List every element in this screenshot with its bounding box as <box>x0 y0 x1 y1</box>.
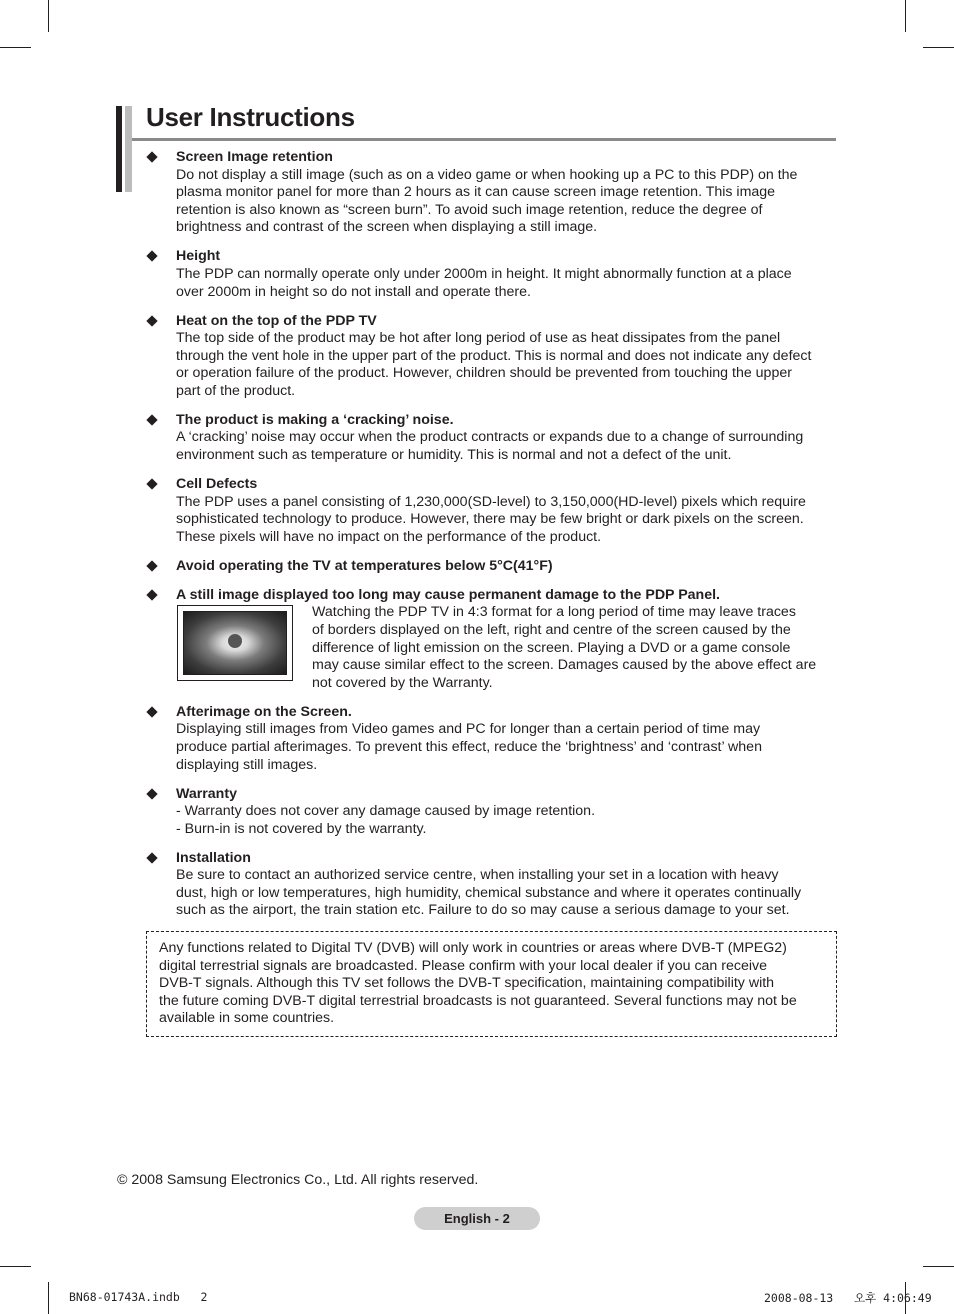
diamond-bullet-icon <box>146 788 157 799</box>
list-item <box>146 558 838 576</box>
item-heading: Cell Defects <box>176 476 258 493</box>
list-item <box>146 850 838 920</box>
title-accent-bar-grey <box>125 106 132 192</box>
item-body: The PDP uses a panel consisting of 1,230,000(SD-level) to 3,150,000(HD-level) pixels which require sophisticated technology to produce. However, there may be few bright or dark pixels on the screen. These pixels will have no impact on the performance of the product. <box>176 493 806 545</box>
list-item <box>146 704 838 774</box>
screen-burn-illustration <box>177 605 293 681</box>
crop-mark <box>48 1282 49 1314</box>
list-item <box>146 149 838 237</box>
print-slug-left: BN68-01743A.indb 2 <box>69 1290 208 1304</box>
item-body: The PDP can normally operate only under 2000m in height. It might abnormally function at a place over 2000m in height so do not install and operate there. <box>176 265 792 300</box>
crop-mark <box>923 47 954 48</box>
list-item <box>146 786 838 839</box>
page-number-badge: English - 2 <box>414 1207 540 1230</box>
crop-mark <box>48 0 49 32</box>
flower-image-icon <box>183 611 287 675</box>
crop-mark <box>905 0 906 32</box>
item-body: The top side of the product may be hot after long period of use as heat dissipates from the panel through the vent hole in the upper part of the product. This is normal and does not indicate any defect or operation failure of the product. However, children should be prevented from touching the upper part of the product. <box>176 330 812 399</box>
dvb-notice-box: Any functions related to Digital TV (DVB) will only work in countries or areas where DVB-T (MPEG2) digital terrestrial signals are broadcasted. Please confirm with your local dealer if you can receive DVB-T signals. Although this TV set follows the DVB-T specification, maintaining compatibility with the future coming DVB-T digital terrestrial broadcasts is not guaranteed. Several functions may not be available in some countries. <box>146 931 837 1037</box>
diamond-bullet-icon <box>146 852 157 863</box>
item-body: Be sure to contact an authorized service centre, when installing your set in a location with heavy dust, high or low temperatures, high humidity, chemical substance and where it operates continually such as the airport, the train station etc. Failure to do so may cause a serious damage to your set. <box>176 867 802 919</box>
print-slug-right: 2008-08-13 오후 4:06:49 <box>764 1291 932 1305</box>
item-heading: The product is making a ‘cracking’ noise. <box>176 411 454 428</box>
diamond-bullet-icon <box>146 414 157 425</box>
crop-mark <box>0 1266 31 1267</box>
flower-center <box>228 634 242 648</box>
title-rule <box>132 138 836 141</box>
item-body: Do not display a still image (such as on a video game or when hooking up a PC to this PDP) on the plasma monitor panel for more than 2 hours as it can cause screen image retention. This image retention is also known as “screen burn”. To avoid such image retention, reduce the degree of brightness and contrast of the screen when displaying a still image. <box>176 166 798 236</box>
item-heading: Heat on the top of the PDP TV <box>176 312 377 329</box>
item-heading: Afterimage on the Screen. <box>176 703 352 720</box>
diamond-bullet-icon <box>146 478 157 489</box>
page-title: User Instructions <box>146 102 355 132</box>
copyright-notice: © 2008 Samsung Electronics Co., Ltd. All rights reserved. <box>117 1172 479 1188</box>
item-body: - Warranty does not cover any damage caused by image retention. - Burn-in is not covered by the warranty. <box>176 803 596 837</box>
item-heading: Screen Image retention <box>176 149 333 165</box>
crop-mark <box>0 47 31 48</box>
diamond-bullet-icon <box>146 315 157 326</box>
item-heading: Installation <box>176 849 251 866</box>
title-accent-bar <box>116 106 122 192</box>
item-heading: Height <box>176 248 221 265</box>
diamond-bullet-icon <box>146 706 157 717</box>
list-item <box>146 412 838 465</box>
list-item <box>146 248 838 301</box>
item-body: Displaying still images from Video games and PC for longer than a certain period of time may produce partial afterimages. To prevent this effect, reduce the ‘brightness’ and ‘contrast’ when displaying still images. <box>176 721 762 773</box>
instructions-list <box>146 149 838 931</box>
item-body: Watching the PDP TV in 4:3 format for a long period of time may leave traces of borders displayed on the left, right and centre of the screen caused by the difference of light emission on the screen. Playing a DVD or a game console may cause similar effect to the screen. Damages caused by the above effect are not covered by the Warranty. <box>312 604 817 691</box>
list-item <box>146 476 838 546</box>
list-item <box>146 587 838 693</box>
item-heading: Warranty <box>176 785 237 802</box>
item-heading: A still image displayed too long may cause permanent damage to the PDP Panel. <box>176 586 721 603</box>
diamond-bullet-icon <box>146 560 157 571</box>
diamond-bullet-icon <box>146 251 157 262</box>
diamond-bullet-icon <box>146 151 157 162</box>
list-item <box>146 313 838 401</box>
diamond-bullet-icon <box>146 589 157 600</box>
crop-mark <box>923 1266 954 1267</box>
item-heading: Avoid operating the TV at temperatures below 5°C(41°F) <box>176 557 553 574</box>
item-body: A ‘cracking’ noise may occur when the product contracts or expands due to a change of surrounding environment such as temperature or humidity. This is normal and not a defect of the unit. <box>176 429 804 464</box>
